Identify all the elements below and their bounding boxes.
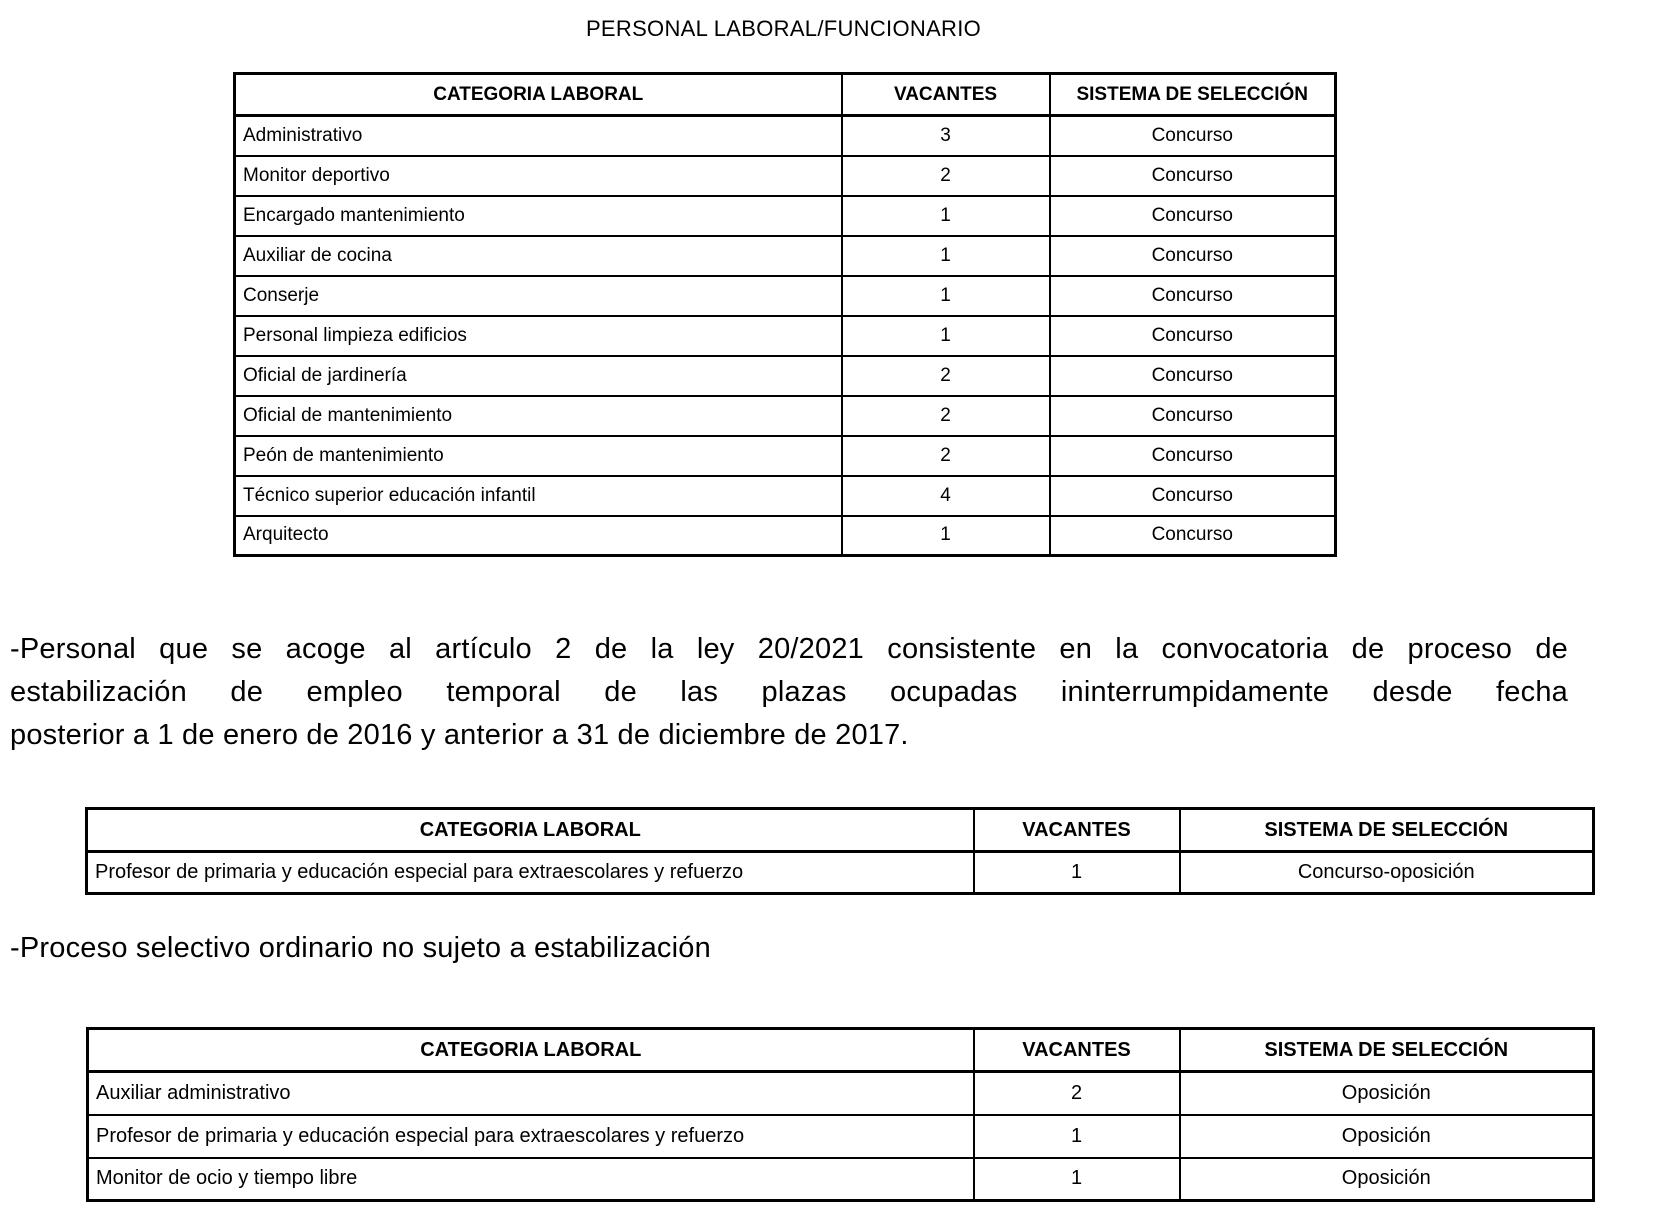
category-cell: Oficial de mantenimiento bbox=[235, 396, 842, 436]
table-row bbox=[235, 156, 1336, 196]
vacancies-cell: 3 bbox=[842, 116, 1050, 156]
personal-laboral-table bbox=[233, 72, 1337, 557]
proceso-ordinario-heading: -Proceso selectivo ordinario no sujeto a estabilización bbox=[10, 932, 711, 964]
category-cell: Peón de mantenimiento bbox=[235, 436, 842, 476]
table-row bbox=[88, 1072, 1594, 1115]
category-cell: Monitor de ocio y tiempo libre bbox=[88, 1158, 974, 1201]
selection-system-cell: Oposición bbox=[1180, 1072, 1594, 1115]
selection-system-cell: Concurso bbox=[1050, 116, 1336, 156]
table-row bbox=[235, 396, 1336, 436]
selection-system-cell: Concurso bbox=[1050, 156, 1336, 196]
table-row bbox=[235, 316, 1336, 356]
estabilizacion-paragraph bbox=[10, 628, 1568, 757]
category-cell: Personal limpieza edificios bbox=[235, 316, 842, 356]
vacancies-cell: 1 bbox=[842, 276, 1050, 316]
category-cell: Auxiliar administrativo bbox=[88, 1072, 974, 1115]
category-cell: Conserje bbox=[235, 276, 842, 316]
paragraph-line: -Personal que se acoge al artículo 2 de la ley 20/2021 consistente en la convocatoria de proceso de bbox=[10, 633, 1568, 665]
header-row bbox=[87, 809, 1594, 852]
header-row bbox=[88, 1029, 1594, 1072]
vacancies-cell: 1 bbox=[974, 852, 1180, 894]
selection-system-cell: Concurso bbox=[1050, 236, 1336, 276]
vacancies-cell: 1 bbox=[842, 516, 1050, 556]
paragraph-line: posterior a 1 de enero de 2016 y anterior a 31 de diciembre de 2017. bbox=[10, 719, 909, 751]
table-row bbox=[87, 852, 1594, 894]
selection-system-cell: Concurso bbox=[1050, 316, 1336, 356]
column-header: CATEGORIA LABORAL bbox=[235, 74, 842, 116]
vacancies-cell: 2 bbox=[842, 396, 1050, 436]
category-cell: Encargado mantenimiento bbox=[235, 196, 842, 236]
category-cell: Profesor de primaria y educación especial para extraescolares y refuerzo bbox=[87, 852, 974, 894]
column-header: VACANTES bbox=[974, 809, 1180, 852]
vacancies-cell: 2 bbox=[842, 436, 1050, 476]
selection-system-cell: Concurso bbox=[1050, 396, 1336, 436]
column-header: SISTEMA DE SELECCIÓN bbox=[1180, 1029, 1594, 1072]
selection-system-cell: Oposición bbox=[1180, 1158, 1594, 1201]
paragraph-line: estabilización de empleo temporal de las plazas ocupadas ininterrumpidamente desde fecha bbox=[10, 676, 1568, 708]
table-row bbox=[88, 1115, 1594, 1158]
column-header: SISTEMA DE SELECCIÓN bbox=[1180, 809, 1594, 852]
selection-system-cell: Concurso bbox=[1050, 196, 1336, 236]
selection-system-cell: Concurso bbox=[1050, 276, 1336, 316]
column-header: VACANTES bbox=[974, 1029, 1180, 1072]
estabilizacion-table bbox=[85, 807, 1595, 895]
proceso-ordinario-table bbox=[86, 1027, 1595, 1202]
table-row bbox=[235, 196, 1336, 236]
table-row bbox=[235, 476, 1336, 516]
vacancies-cell: 2 bbox=[974, 1072, 1180, 1115]
table-row bbox=[235, 436, 1336, 476]
table-row bbox=[235, 276, 1336, 316]
document-title: PERSONAL LABORAL/FUNCIONARIO bbox=[585, 16, 982, 41]
table-row bbox=[235, 236, 1336, 276]
category-cell: Auxiliar de cocina bbox=[235, 236, 842, 276]
vacancies-cell: 1 bbox=[842, 196, 1050, 236]
vacancies-cell: 2 bbox=[842, 356, 1050, 396]
category-cell: Profesor de primaria y educación especial para extraescolares y refuerzo bbox=[88, 1115, 974, 1158]
vacancies-cell: 1 bbox=[842, 236, 1050, 276]
vacancies-cell: 1 bbox=[974, 1115, 1180, 1158]
selection-system-cell: Oposición bbox=[1180, 1115, 1594, 1158]
column-header: VACANTES bbox=[842, 74, 1050, 116]
table-row bbox=[88, 1158, 1594, 1201]
selection-system-cell: Concurso bbox=[1050, 516, 1336, 556]
vacancies-cell: 1 bbox=[974, 1158, 1180, 1201]
column-header: CATEGORIA LABORAL bbox=[87, 809, 974, 852]
table-row bbox=[235, 516, 1336, 556]
selection-system-cell: Concurso bbox=[1050, 476, 1336, 516]
vacancies-cell: 2 bbox=[842, 156, 1050, 196]
column-header: CATEGORIA LABORAL bbox=[88, 1029, 974, 1072]
header-row bbox=[235, 74, 1336, 116]
selection-system-cell: Concurso-oposición bbox=[1180, 852, 1594, 894]
selection-system-cell: Concurso bbox=[1050, 356, 1336, 396]
category-cell: Administrativo bbox=[235, 116, 842, 156]
table-row bbox=[235, 116, 1336, 156]
category-cell: Monitor deportivo bbox=[235, 156, 842, 196]
column-header: SISTEMA DE SELECCIÓN bbox=[1050, 74, 1336, 116]
category-cell: Arquitecto bbox=[235, 516, 842, 556]
vacancies-cell: 4 bbox=[842, 476, 1050, 516]
selection-system-cell: Concurso bbox=[1050, 436, 1336, 476]
vacancies-cell: 1 bbox=[842, 316, 1050, 356]
category-cell: Oficial de jardinería bbox=[235, 356, 842, 396]
category-cell: Técnico superior educación infantil bbox=[235, 476, 842, 516]
table-row bbox=[235, 356, 1336, 396]
